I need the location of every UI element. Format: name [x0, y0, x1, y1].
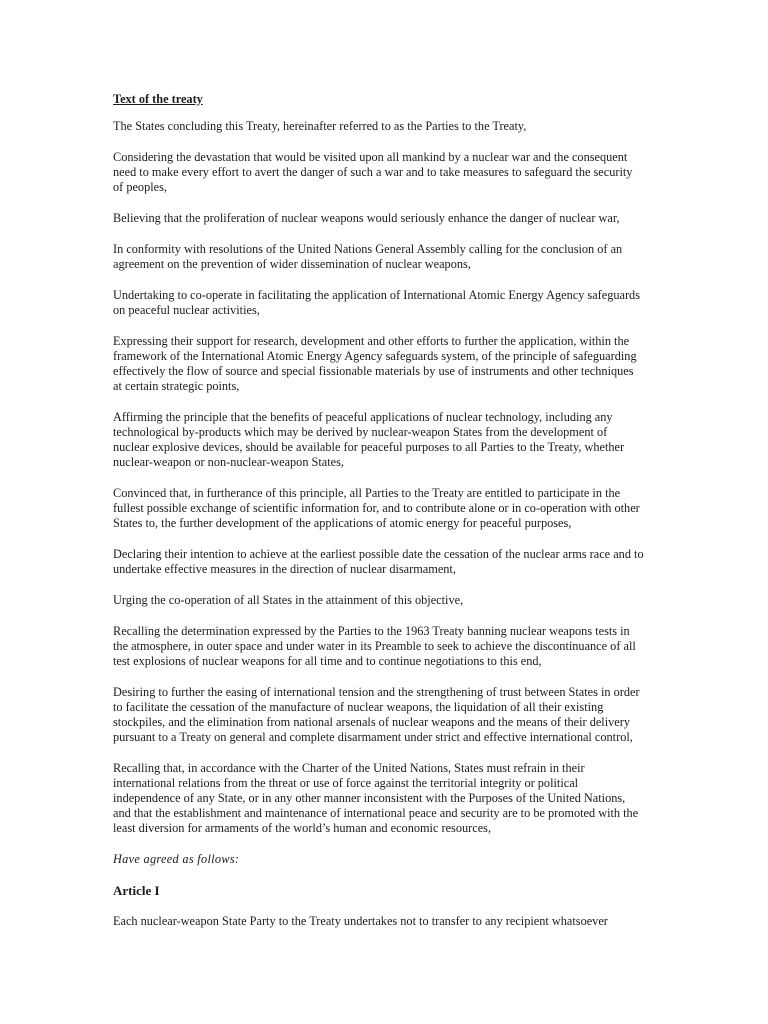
paragraph-line: In conformity with resolutions of the United Nations General Assembly calling for the conclusion of an: [113, 242, 623, 256]
paragraph-line: framework of the International Atomic Energy Agency safeguards system, of the principle of safeguarding: [113, 349, 637, 363]
preamble-paragraph: [113, 593, 661, 608]
paragraph-line: pursuant to a Treaty on general and complete disarmament under strict and effective international control,: [113, 730, 633, 744]
paragraph-line: Declaring their intention to achieve at the earliest possible date the cessation of the nuclear arms race and to: [113, 547, 644, 561]
paragraph-line: nuclear-weapon or non-nuclear-weapon States,: [113, 455, 344, 469]
treaty-heading: Text of the treaty: [113, 92, 203, 106]
paragraph-line: Expressing their support for research, development and other efforts to further the application, within the: [113, 334, 630, 348]
preamble-paragraph: [113, 242, 661, 272]
paragraph-line: least diversion for armaments of the world’s human and economic resources,: [113, 821, 492, 835]
paragraph-line: agreement on the prevention of wider dissemination of nuclear weapons,: [113, 257, 471, 271]
preamble-paragraphs: [113, 150, 661, 836]
article-heading: Article I: [113, 883, 160, 898]
paragraph-line: Each nuclear-weapon State Party to the Treaty undertakes not to transfer to any recipient whatsoever: [113, 914, 608, 928]
paragraph-line: test explosions of nuclear weapons for all time and to continue negotiations to this end,: [113, 654, 542, 668]
paragraph-line: stockpiles, and the elimination from national arsenals of nuclear weapons and the means of their delivery: [113, 715, 630, 729]
preamble-paragraph: [113, 547, 661, 577]
intro-paragraph: [113, 119, 661, 134]
paragraph-line: Convinced that, in furtherance of this principle, all Parties to the Treaty are entitled to participate in the: [113, 486, 621, 500]
preamble-paragraph: [113, 288, 661, 318]
preamble-paragraph: [113, 211, 661, 226]
paragraph-line: The States concluding this Treaty, hereinafter referred to as the Parties to the Treaty,: [113, 119, 527, 133]
preamble-paragraph: [113, 486, 661, 531]
paragraph-line: Recalling the determination expressed by the Parties to the 1963 Treaty banning nuclear weapons tests in: [113, 624, 630, 638]
preamble-paragraph: [113, 410, 661, 470]
paragraph-line: independence of any State, or in any other manner inconsistent with the Purposes of the United Nations,: [113, 791, 626, 805]
paragraph-line: on peaceful nuclear activities,: [113, 303, 260, 317]
paragraph-line: States to, the further development of the applications of atomic energy for peaceful purposes,: [113, 516, 572, 530]
paragraph-line: fullest possible exchange of scientific information for, and to contribute alone or in co-operation with other: [113, 501, 640, 515]
paragraph-line: nuclear explosive devices, should be available for peaceful purposes to all Parties to the Treaty, whether: [113, 440, 625, 454]
paragraph-line: need to make every effort to avert the danger of such a war and to take measures to safeguard the security: [113, 165, 633, 179]
paragraph-line: Believing that the proliferation of nuclear weapons would seriously enhance the danger of nuclear war,: [113, 211, 620, 225]
paragraph-line: of peoples,: [113, 180, 167, 194]
preamble-paragraph: [113, 761, 661, 836]
preamble-paragraph: [113, 685, 661, 745]
preamble-paragraph: [113, 334, 661, 394]
paragraph-line: Desiring to further the easing of international tension and the strengthening of trust between States in order: [113, 685, 640, 699]
preamble-paragraph: [113, 150, 661, 195]
paragraph-line: Undertaking to co-operate in facilitating the application of International Atomic Energy Agency safeguards: [113, 288, 640, 302]
preamble-paragraph: [113, 624, 661, 669]
paragraph-line: Considering the devastation that would be visited upon all mankind by a nuclear war and the consequent: [113, 150, 628, 164]
paragraph-line: technological by-products which may be derived by nuclear-weapon States from the development of: [113, 425, 608, 439]
paragraph-line: Affirming the principle that the benefits of peaceful applications of nuclear technology, including any: [113, 410, 613, 424]
paragraph-line: at certain strategic points,: [113, 379, 240, 393]
paragraph-line: Recalling that, in accordance with the Charter of the United Nations, States must refrain in their: [113, 761, 585, 775]
agreed-clause: Have agreed as follows:: [113, 852, 240, 866]
paragraph-line: international relations from the threat or use of force against the territorial integrity or political: [113, 776, 579, 790]
article-paragraph: [113, 914, 661, 929]
paragraph-line: and that the establishment and maintenance of international peace and security are to be promoted with the: [113, 806, 639, 820]
paragraph-line: to facilitate the cessation of the manufacture of nuclear weapons, the liquidation of all their existing: [113, 700, 604, 714]
paragraph-line: undertake effective measures in the direction of nuclear disarmament,: [113, 562, 456, 576]
document-page: [113, 92, 661, 945]
paragraph-line: effectively the flow of source and special fissionable materials by use of instruments and other techniques: [113, 364, 634, 378]
paragraph-line: Urging the co-operation of all States in the attainment of this objective,: [113, 593, 464, 607]
paragraph-line: the atmosphere, in outer space and under water in its Preamble to seek to achieve the discontinuance of all: [113, 639, 636, 653]
